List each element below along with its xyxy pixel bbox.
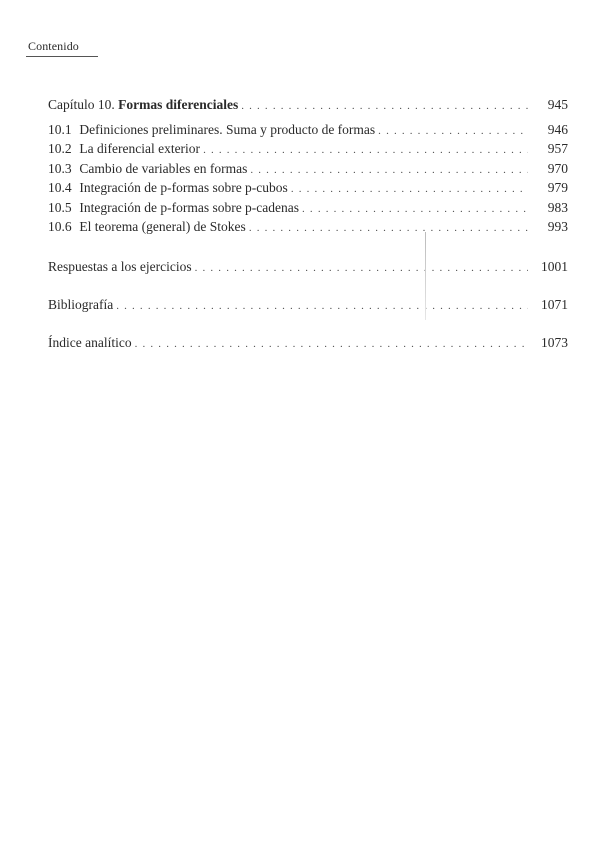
toc-section-entry[interactable]	[48, 200, 568, 217]
chapter-prefix: Capítulo 10.	[48, 97, 115, 112]
section-page: 946	[547, 122, 568, 137]
dot-leader	[135, 336, 528, 352]
section-page: 970	[547, 161, 568, 176]
dot-leader	[378, 123, 528, 139]
running-head-rule	[26, 56, 98, 57]
dot-leader	[250, 162, 528, 178]
section-page: 993	[547, 219, 568, 234]
section-number: 10.3	[48, 161, 72, 176]
section-page: 957	[547, 141, 568, 156]
toc-chapter-entry[interactable]	[48, 97, 568, 114]
toc-backmatter-entry[interactable]	[48, 335, 568, 352]
dot-leader	[302, 201, 528, 217]
toc-section-entry[interactable]	[48, 161, 568, 178]
backmatter-page: 1073	[541, 335, 568, 350]
backmatter-page: 1071	[541, 297, 568, 312]
backmatter-title: Bibliografía	[48, 297, 114, 312]
toc-section-entry[interactable]	[48, 219, 568, 236]
section-title: Integración de p-formas sobre p-cubos	[79, 180, 288, 195]
backmatter-title: Índice analítico	[48, 335, 132, 350]
toc-section-entry[interactable]	[48, 122, 568, 139]
dot-leader	[195, 260, 528, 276]
section-number: 10.1	[48, 122, 72, 137]
section-number: 10.5	[48, 200, 72, 215]
section-page: 983	[547, 200, 568, 215]
section-title: Cambio de variables en formas	[79, 161, 248, 176]
dot-leader	[291, 181, 528, 197]
section-title: Definiciones preliminares. Suma y producto de formas	[79, 122, 376, 137]
dot-leader	[241, 98, 528, 114]
chapter-title: Formas diferenciales	[118, 97, 239, 112]
section-title: El teorema (general) de Stokes	[79, 219, 246, 234]
section-number: 10.2	[48, 141, 72, 156]
dot-leader	[249, 220, 528, 236]
toc-backmatter-entry[interactable]	[48, 297, 568, 314]
toc-section-entry[interactable]	[48, 141, 568, 158]
section-title: La diferencial exterior	[79, 141, 201, 156]
backmatter-title: Respuestas a los ejercicios	[48, 259, 192, 274]
backmatter-page: 1001	[541, 259, 568, 274]
section-number: 10.6	[48, 219, 72, 234]
dot-leader	[203, 142, 528, 158]
toc-backmatter-entry[interactable]	[48, 259, 568, 276]
scan-artifact-line	[425, 232, 426, 320]
running-head: Contenido	[28, 39, 79, 53]
section-number: 10.4	[48, 180, 72, 195]
section-page: 979	[547, 180, 568, 195]
chapter-page: 945	[547, 97, 568, 112]
dot-leader	[116, 298, 528, 314]
section-title: Integración de p-formas sobre p-cadenas	[79, 200, 300, 215]
toc-section-entry[interactable]	[48, 180, 568, 197]
